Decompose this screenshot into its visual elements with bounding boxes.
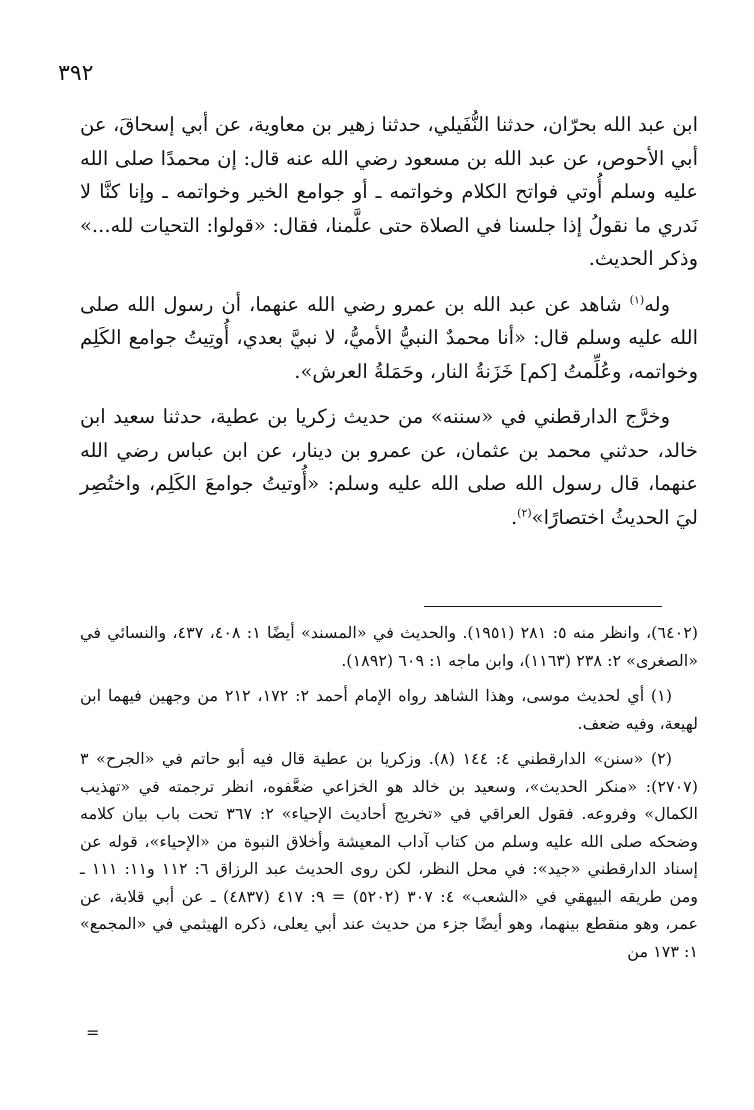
footnote-continuation-mark: = xyxy=(86,1023,100,1042)
footnote-1: (١) أي لحديث موسى، وهذا الشاهد رواه الإمام أحمد ٢: ١٧٢، ٢١٢ من وجهين فيهما ابن لهيعة، وفيه ضعف. xyxy=(80,686,698,733)
footnote-divider xyxy=(424,606,662,607)
footnote-2: (٢) «سنن» الدارقطني ٤: ١٤٤ (٨). وزكريا بن عطية قال فيه أبو حاتم في «الجرح» ٣ (٢٧٠٧): «منكر الحديث»، وسعيد بن خالد هو الخزاعي ضعَّفوه، انظر ترجمته في «تهذيب الكمال» وفروعه. فقول العراقي في «تخريج أحاديث الإحياء» ٢: ٣٦٧ تحت باب بيان كلامه وضحكه صلى الله عليه وسلم من كتاب آداب المعيشة وأخلاق النبوة من «الإحياء»، قوله عن إسناد الدارقطني «جيد»: في محل النظر، لكن روى الحديث عبد الرزاق ٦: ١١٢ و١١: ١١١ ـ ومن طريقه البيهقي في «الشعب» ٤: ٣٠٧ (٥٢٠٢) = ٩: ٤١٧ (٤٨٣٧) ـ عن أبي قلابة، عن عمر، وهو منقطع بينهما، وهو أيضًا جزء من حديث عند أبي يعلى، ذكره الهيثمي في «المجمع» ١: ١٧٣ من xyxy=(80,749,699,961)
paragraph-2 xyxy=(80,288,698,389)
footnote-ref-1[interactable]: (١) xyxy=(629,293,645,306)
paragraph-1: ابن عبد الله بحرّان، حدثنا النُّفَيلي، حدثنا زهير بن معاوية، عن أبي إسحاقَ، عن أبي الأحوص، عن عبد الله بن مسعود رضي الله عنه قال: إن محمدًا صلى الله عليه وسلم أُوتي فواتح الكلام وخواتمه ـ أو جوامع الخير وخواتمه ـ وإنا كنَّا لا نَدري ما نقولُ إذا جلسنا في الصلاة حتى علَّمنا، فقال: «قولوا: التحيات لله...» وذكر الحديث. xyxy=(80,113,698,270)
main-text xyxy=(80,108,698,544)
footnote-ref-2[interactable]: (٢) xyxy=(517,506,532,519)
footnotes xyxy=(80,619,698,973)
paragraph-3 xyxy=(80,400,698,534)
paragraph-2-text: شاهد عن عبد الله بن عمرو رضي الله عنهما، أن رسول الله صلى الله عليه وسلم قال: «أنا محمدٌ النبيُّ الأميُّ، لا نبيَّ بعدي، أُوتِيتُ جوامع الكَلِم وخواتمه، وعُلِّمتُ [كم] خَزَنةُ النار، وحَمَلةُ العرش». xyxy=(80,292,698,383)
paragraph-3-text: وخرَّج الدارقطني في «سننه» من حديث زكريا بن عطية، حدثنا سعيد ابن خالد، حدثني محمد بن عثمان، عن عمرو بن دينار، عن ابن عباس رضي الله عنهما، قال رسول الله صلى الله عليه وسلم: «أُوتيتُ جوامعَ الكَلِم، واختُصِر ليَ الحديثُ اختصارًا» xyxy=(80,405,698,529)
paragraph-2-lead: وله xyxy=(644,292,671,316)
page-number: ٣٩٢ xyxy=(58,61,94,86)
paragraph-3-end: . xyxy=(510,505,518,529)
footnote-continuation: (٦٤٠٢)، وانظر منه ٥: ٢٨١ (١٩٥١). والحديث في «المسند» أيضًا ١: ٤٠٨، ٤٣٧، والنسائي في «الصغرى» ٢: ٢٣٨ (١١٦٣)، وابن ماجه ١: ٦٠٩ (١٨٩٢). xyxy=(80,623,699,670)
